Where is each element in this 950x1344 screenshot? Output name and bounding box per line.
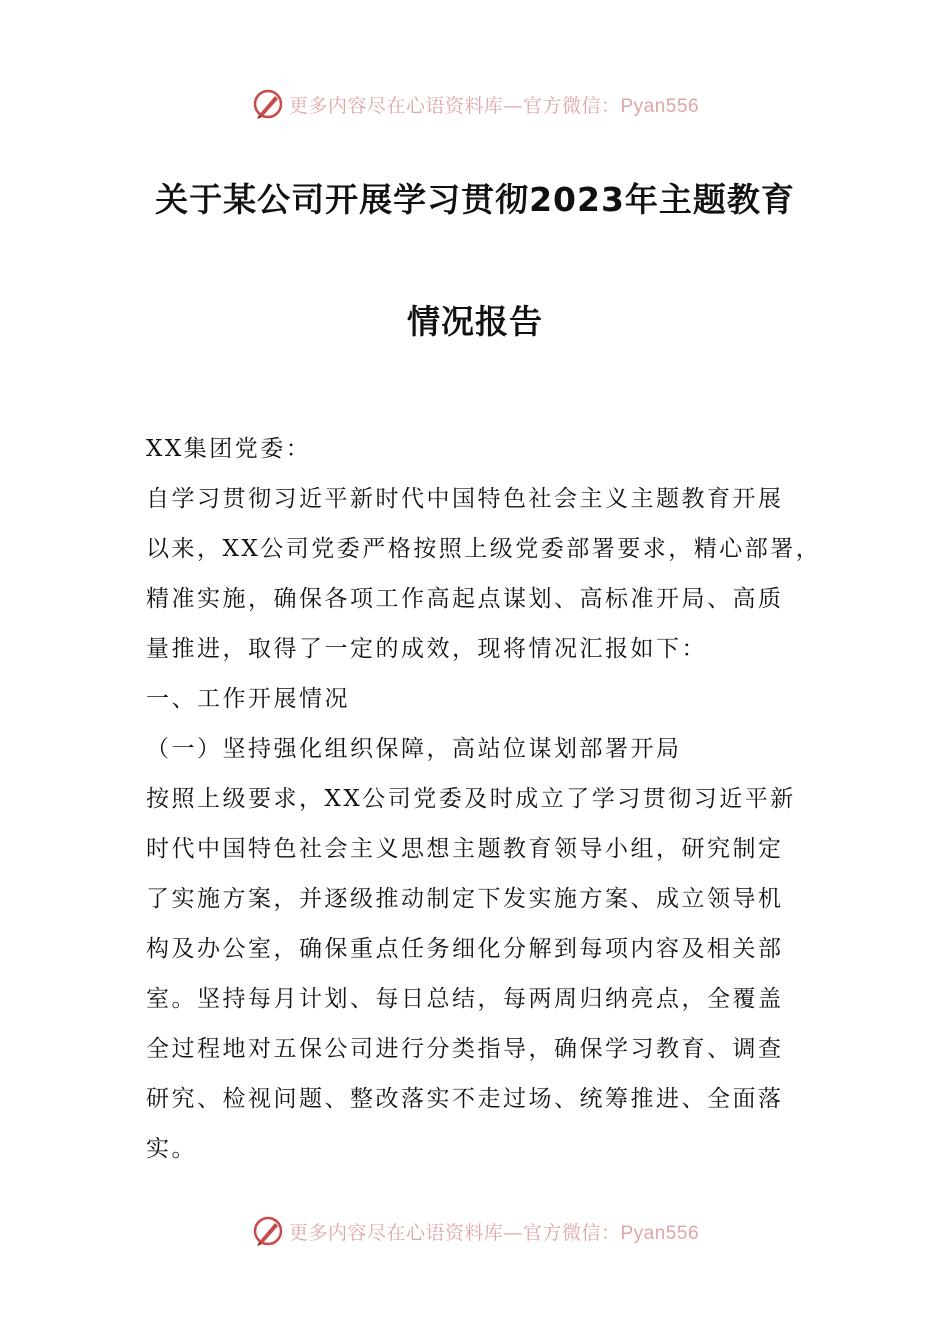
body-line: 研究、检视问题、整改落实不走过场、统筹推进、全面落	[146, 1086, 784, 1112]
body-line: 以来，XX公司党委严格按照上级党委部署要求，精心部署，	[146, 536, 822, 562]
watermark-text	[289, 91, 699, 118]
document-title-line-1: 关于某公司开展学习贯彻2023年主题教育	[155, 180, 795, 219]
watermark-separator: —	[503, 1221, 523, 1244]
body-line: 时代中国特色社会主义思想主题教育领导小组，研究制定	[146, 836, 784, 862]
pen-logo-icon	[251, 1214, 285, 1248]
watermark-account: Pyan556	[620, 95, 700, 117]
pen-logo-icon	[251, 87, 285, 121]
body-line: 精准实施，确保各项工作高起点谋划、高标准开局、高质	[146, 586, 784, 612]
body-line: 量推进，取得了一定的成效，现将情况汇报如下：	[146, 636, 707, 662]
watermark-wechat-label: 官方微信：	[522, 94, 621, 117]
watermark-account: Pyan556	[620, 1222, 700, 1244]
watermark-text	[289, 1218, 699, 1245]
salutation: XX集团党委：	[146, 436, 312, 462]
document-body	[146, 424, 822, 1174]
body-line: 实。	[146, 1136, 197, 1162]
footer-watermark	[0, 1211, 950, 1251]
body-line: 全过程地对五保公司进行分类指导，确保学习教育、调查	[146, 1036, 784, 1062]
watermark-separator: —	[503, 94, 523, 117]
body-line: 构及办公室，确保重点任务细化分解到每项内容及相关部	[146, 936, 784, 962]
document-title-line-2: 情况报告	[407, 302, 543, 341]
body-line: 室。坚持每月计划、每日总结，每两周归纳亮点，全覆盖	[146, 986, 784, 1012]
body-line: 自学习贯彻习近平新时代中国特色社会主义主题教育开展	[146, 486, 784, 512]
watermark-brand: 更多内容尽在心语资料库	[288, 1221, 504, 1244]
body-line: 按照上级要求，XX公司党委及时成立了学习贯彻习近平新	[146, 786, 796, 812]
section-heading: 一、工作开展情况	[146, 686, 350, 712]
watermark-brand: 更多内容尽在心语资料库	[288, 94, 504, 117]
header-watermark	[0, 84, 950, 124]
body-line: 了实施方案，并逐级推动制定下发实施方案、成立领导机	[146, 886, 784, 912]
watermark-wechat-label: 官方微信：	[522, 1221, 621, 1244]
subsection-heading: （一）坚持强化组织保障，高站位谋划部署开局	[146, 736, 682, 762]
